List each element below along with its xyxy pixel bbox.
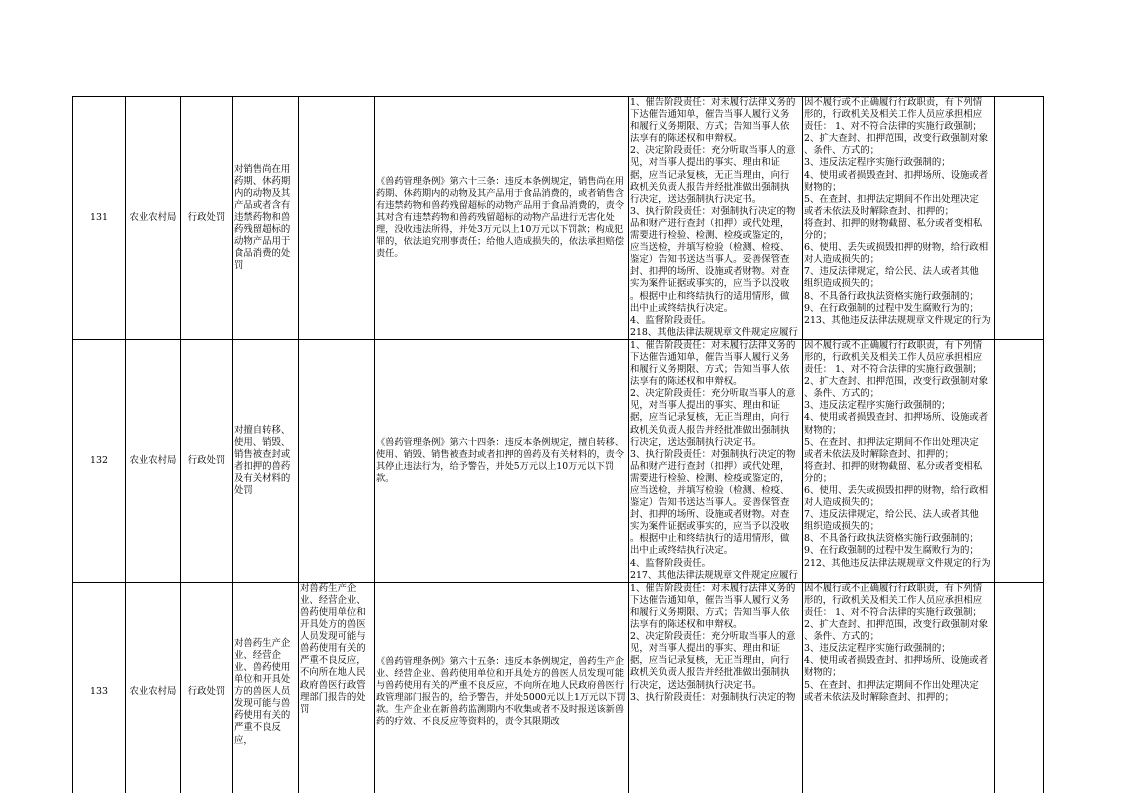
liability-line: 6、使用、丢失或损毁扣押的财物，给行政相 (804, 242, 989, 254)
duty-line: 见，对当事人提出的事实、理由和证 (630, 400, 781, 412)
duty-line: 。根据中止和终结执行的适用情形，做 (630, 533, 790, 545)
liability-line: 2、扩大查封、扣押范围，改变行政强制对象 (804, 619, 989, 631)
duty-line: 1、催告阶段责任：对未履行法律义务的 (630, 339, 796, 351)
liability-line: 9、在行政强制的过程中发生腐败行为的； (804, 302, 979, 314)
liability-line: 财物的； (804, 181, 842, 193)
liability-line: 3、违反法定程序实施行政强制的； (804, 643, 951, 655)
liability-line: 财物的； (804, 667, 842, 679)
duty-line: 见，对当事人提出的事实、理由和证 (630, 157, 781, 169)
duty-line: 。根据中止和终结执行的适用情形，做 (630, 290, 790, 302)
duty-line: 鉴定）告知书送达当事人。妥善保管查 (630, 497, 790, 509)
duty-line: 行决定，送达强制执行决定书。 (630, 193, 762, 205)
duty-line: 出中止或终结执行决定。 (630, 302, 734, 314)
sub-item-cell: 对兽药生产企业、经营企业、兽药使用单位和开具处方的兽医人员发现可能与兽药使用有关的严重不良反应，不向所在地人民政府兽医行政管理部门报告的处罚 (299, 582, 375, 793)
liability-line: 因不履行或不正确履行行政职责，有下列情 (804, 339, 983, 351)
sub-item-cell (299, 339, 375, 582)
duty-line: 法享有的陈述权和申辩权。 (630, 376, 743, 388)
power-type-cell: 行政处罚 (181, 339, 233, 582)
duty-line: 据，应当记录复核，无正当理由，向行 (630, 169, 790, 181)
duty-line: 需要进行检验、检测、检疫或鉴定的， (630, 472, 790, 484)
liability-line: 5、在查封、扣押法定期间不作出处理决定 (804, 679, 979, 691)
duty-line: 行决定，送达强制执行决定书。 (630, 436, 762, 448)
duty-line: 和履行义务期限、方式；告知当事人依 (630, 606, 790, 618)
duty-line: 2、决定阶段责任：充分听取当事人的意 (630, 631, 796, 643)
liability-line: 7、违反法律规定，给公民、法人或者其他 (804, 266, 979, 278)
liability-cell (803, 339, 995, 582)
duty-line: 出中止或终结执行决定。 (630, 545, 734, 557)
duty-line: 法享有的陈述权和申辩权。 (630, 133, 743, 145)
spreadsheet-page (72, 96, 1044, 793)
duty-line: 下达催告通知单，催告当事人履行义务 (630, 594, 790, 606)
duty-line: 下达催告通知单，催告当事人履行义务 (630, 109, 790, 121)
duty-line: 政机关负责人报告并经批准做出强制执 (630, 181, 790, 193)
legal-basis-cell: 《兽药管理条例》第六十四条：违反本条例规定，擅自转移、使用、销毁、销售被查封或者扣押的兽药及有关材料的，责令其停止违法行为，给予警告，并处5万元以上10万元以下罚款。 (375, 339, 629, 582)
liability-line: 责任： 1、对不符合法律的实施行政强制； (804, 121, 982, 133)
item-name-cell: 对擅自转移、使用、销毁、销售被查封或者扣押的兽药及有关材料的处罚 (233, 339, 299, 582)
liability-line: 或者未依法及时解除查封、扣押的； (804, 448, 955, 460)
table-row (73, 339, 1044, 582)
duty-line: 下达催告通知单，催告当事人履行义务 (630, 351, 790, 363)
duty-line: 鉴定）告知书送达当事人。妥善保管查 (630, 254, 790, 266)
liability-line: 组织造成损失的； (804, 521, 880, 533)
liability-cell (803, 97, 995, 340)
liability-line: 4、使用或者损毁查封、扣押场所、设施或者 (804, 169, 989, 181)
liability-line: 2、扩大查封、扣押范围，改变行政强制对象 (804, 376, 989, 388)
duty-cell (629, 97, 803, 340)
item-name-cell: 对销售尚在用药期、休药期内的动物及其产品或者含有违禁药物和兽药残留超标的动物产品用于食品消费的处罚 (233, 97, 299, 340)
liability-line: 212、其他违反法律法规规章文件规定的行为 (804, 557, 991, 569)
duty-line: 政机关负责人报告并经批准做出强制执 (630, 667, 790, 679)
liability-line: 5、在查封、扣押法定期间不作出处理决定 (804, 436, 979, 448)
duty-line: 3、执行阶段责任：对强制执行决定的物 (630, 691, 796, 703)
duty-line: 法享有的陈述权和申辩权。 (630, 619, 743, 631)
duty-line: 据，应当记录复核，无正当理由，向行 (630, 655, 790, 667)
liability-line: 、条件、方式的； (804, 631, 880, 643)
power-type-cell: 行政处罚 (181, 582, 233, 793)
duty-cell (629, 582, 803, 793)
legal-basis-cell: 《兽药管理条例》第六十五条：违反本条例规定，兽药生产企业、经营企业、兽药使用单位和开具处方的兽医人员发现可能与兽药使用有关的严重不良反应，不向所在地人民政府兽医行政管理部门报告的，给予警告，并处5000元以上1万元以下罚款。生产企业在新兽药监测期内不收集或者不及时报送该新兽药的疗效、不良反应等资料的，责令其限期改 (375, 582, 629, 793)
duty-line: 3、执行阶段责任：对强制执行决定的物 (630, 205, 796, 217)
liability-line: 将查封、扣押的财物截留、私分或者变相私 (804, 460, 983, 472)
liability-line: 、条件、方式的； (804, 145, 880, 157)
liability-line: 2、扩大查封、扣押范围，改变行政强制对象 (804, 133, 989, 145)
duty-line: 实为案件证据或事实的，应当予以没收 (630, 521, 790, 533)
duty-line: 218、其他法律法规规章文件规定应履行 (630, 326, 798, 338)
duty-line: 1、催告阶段责任：对未履行法律义务的 (630, 97, 796, 108)
liability-line: 或者未依法及时解除查封、扣押的； (804, 205, 955, 217)
duty-line: 需要进行检验、检测、检疫或鉴定的， (630, 230, 790, 242)
duty-line: 2、决定阶段责任：充分听取当事人的意 (630, 388, 796, 400)
power-list-table (72, 96, 1044, 793)
liability-line: 将查封、扣押的财物截留、私分或者变相私 (804, 217, 983, 229)
liability-line: 分的； (804, 472, 833, 484)
duty-line: 和履行义务期限、方式；告知当事人依 (630, 121, 790, 133)
liability-line: 责任： 1、对不符合法律的实施行政强制； (804, 606, 982, 618)
liability-line: 7、违反法律规定，给公民、法人或者其他 (804, 509, 979, 521)
department-cell: 农业农村局 (126, 339, 181, 582)
liability-line: 6、使用、丢失或损毁扣押的财物，给行政相 (804, 485, 989, 496)
liability-line: 因不履行或不正确履行行政职责，有下列情 (804, 582, 983, 594)
sub-item-cell (299, 97, 375, 340)
liability-line: 形的，行政机关及相关工作人员应承担相应 (804, 351, 983, 363)
duty-line: 4、监督阶段责任。 (630, 557, 711, 569)
remarks-cell (995, 582, 1044, 793)
liability-line: 责任： 1、对不符合法律的实施行政强制； (804, 364, 982, 376)
liability-line: 8、不具备行政执法资格实施行政强制的； (804, 290, 979, 302)
liability-line: 213、其他违反法律法规规章文件规定的行为 (804, 314, 991, 326)
table-row (73, 582, 1044, 793)
duty-line: 应当送检，并填写检验（检测、检疫、 (630, 485, 790, 496)
duty-line: 217、其他法律法规规章文件规定应履行 (630, 569, 798, 581)
duty-cell (629, 339, 803, 582)
liability-line: 4、使用或者损毁查封、扣押场所、设施或者 (804, 655, 989, 667)
liability-cell (803, 582, 995, 793)
duty-line: 实为案件证据或事实的，应当予以没收 (630, 278, 790, 290)
duty-line: 2、决定阶段责任：充分听取当事人的意 (630, 145, 796, 157)
liability-line: 5、在查封、扣押法定期间不作出处理决定 (804, 193, 979, 205)
duty-line: 封、扣押的场所、设施或者财物。对查 (630, 266, 790, 278)
duty-line: 品和财产进行查封（扣押）或代处理， (630, 460, 790, 472)
liability-line: 形的，行政机关及相关工作人员应承担相应 (804, 594, 983, 606)
liability-line: 3、违反法定程序实施行政强制的； (804, 400, 951, 412)
remarks-cell (995, 97, 1044, 340)
duty-line: 行决定，送达强制执行决定书。 (630, 679, 762, 691)
department-cell: 农业农村局 (126, 582, 181, 793)
liability-line: 形的，行政机关及相关工作人员应承担相应 (804, 109, 983, 121)
duty-line: 据，应当记录复核，无正当理由，向行 (630, 412, 790, 424)
liability-line: 分的； (804, 230, 833, 242)
liability-line: 、条件、方式的； (804, 388, 880, 400)
duty-line: 1、催告阶段责任：对未履行法律义务的 (630, 582, 796, 594)
liability-line: 8、不具备行政执法资格实施行政强制的； (804, 533, 979, 545)
liability-line: 3、违反法定程序实施行政强制的； (804, 157, 951, 169)
duty-line: 应当送检，并填写检验（检测、检疫、 (630, 242, 790, 254)
liability-line: 组织造成损失的； (804, 278, 880, 290)
remarks-cell (995, 339, 1044, 582)
table-row (73, 97, 1044, 340)
row-number: 131 (73, 97, 126, 340)
duty-line: 3、执行阶段责任：对强制执行决定的物 (630, 448, 796, 460)
duty-line: 见，对当事人提出的事实、理由和证 (630, 643, 781, 655)
duty-line: 品和财产进行查封（扣押）或代处理， (630, 217, 790, 229)
power-type-cell: 行政处罚 (181, 97, 233, 340)
liability-line: 4、使用或者损毁查封、扣押场所、设施或者 (804, 412, 989, 424)
item-name-cell: 对兽药生产企业、经营企业、兽药使用单位和开具处方的兽医人员发现可能与兽药使用有关的严重不良反应， (233, 582, 299, 793)
row-number: 133 (73, 582, 126, 793)
duty-line: 和履行义务期限、方式；告知当事人依 (630, 364, 790, 376)
row-number: 132 (73, 339, 126, 582)
liability-line: 财物的； (804, 424, 842, 436)
duty-line: 政机关负责人报告并经批准做出强制执 (630, 424, 790, 436)
liability-line: 或者未依法及时解除查封、扣押的； (804, 691, 955, 703)
department-cell: 农业农村局 (126, 97, 181, 340)
liability-line: 对人造成损失的； (804, 497, 880, 509)
duty-line: 封、扣押的场所、设施或者财物。对查 (630, 509, 790, 521)
liability-line: 因不履行或不正确履行行政职责，有下列情 (804, 97, 983, 108)
liability-line: 对人造成损失的； (804, 254, 880, 266)
duty-line: 4、监督阶段责任。 (630, 314, 711, 326)
liability-line: 9、在行政强制的过程中发生腐败行为的； (804, 545, 979, 557)
legal-basis-cell: 《兽药管理条例》第六十三条：违反本条例规定，销售尚在用药期、休药期内的动物及其产品用于食品消费的，或者销售含有违禁药物和兽药残留超标的动物产品用于食品消费的，责令其对含有违禁药物和兽药残留超标的动物产品进行无害化处理，没收违法所得，并处3万元以上10万元以下罚款；构成犯罪的，依法追究刑事责任；给他人造成损失的，依法承担赔偿责任。 (375, 97, 629, 340)
